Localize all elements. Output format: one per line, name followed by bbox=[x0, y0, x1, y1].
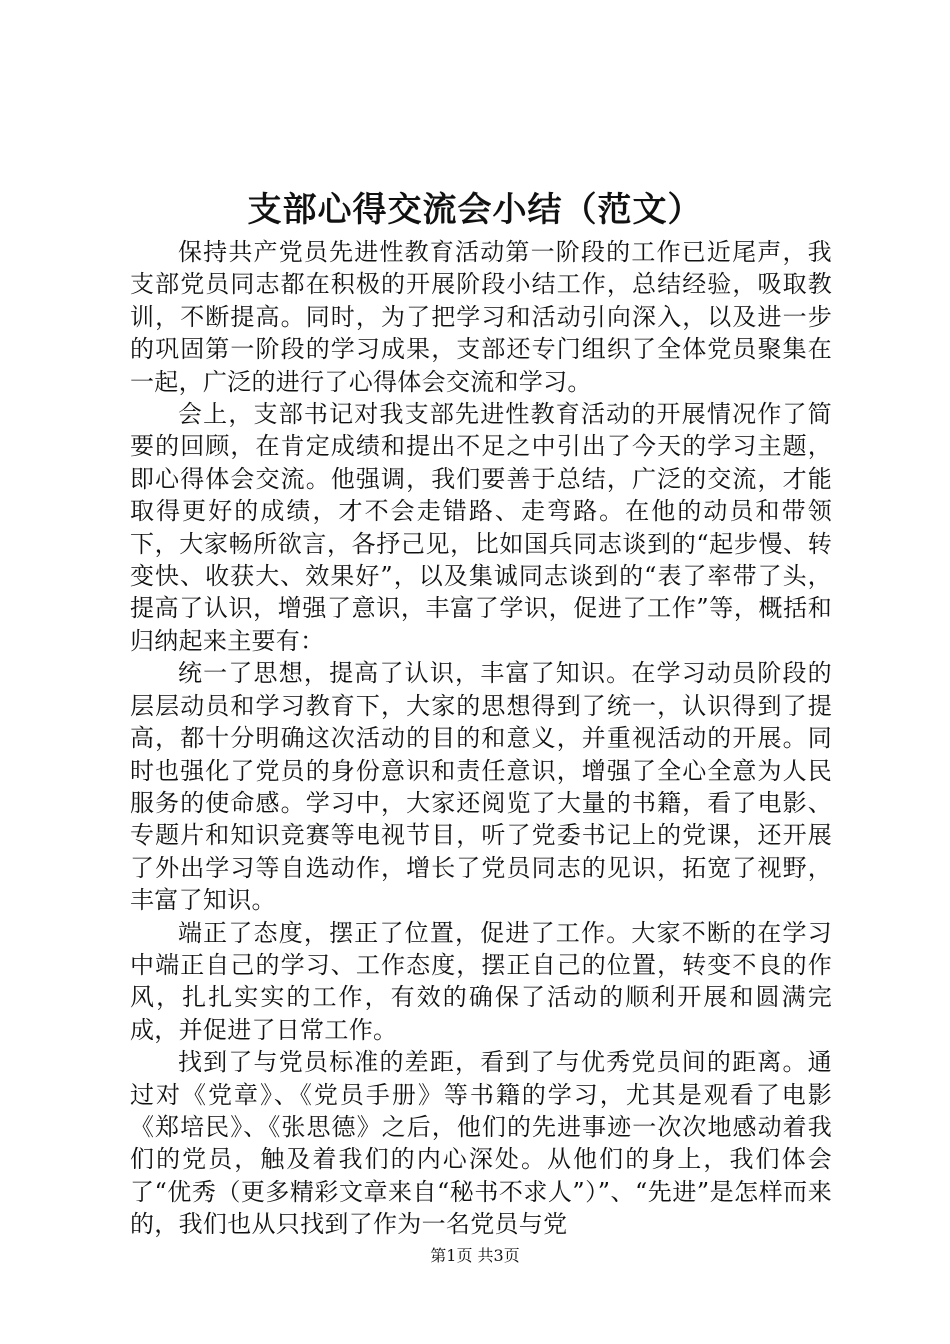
paragraph-3: 统一了思想，提高了认识，丰富了知识。在学习动员阶段的层层动员和学习教育下，大家的思想得到了统一，认识得到了提高，都十分明确这次活动的目的和意义，并重视活动的开展。同时也强化了党员的身份意识和责任意识，增强了全心全意为人民服务的使命感。学习中，大家还阅览了大量的书籍，看了电影、专题片和知识竞赛等电视节目，听了党委书记上的党课，还开展了外出学习等自选动作，增长了党员同志的见识，拓宽了视野，丰富了知识。 bbox=[130, 659, 832, 915]
page-number-footer: 第1页 共3页 bbox=[430, 1246, 520, 1265]
paragraph-4: 端正了态度，摆正了位置，促进了工作。大家不断的在学习中端正自己的学习、工作态度，摆正自己的位置，转变不良的作风，扎扎实实的工作，有效的确保了活动的顺利开展和圆满完成，并促进了日常工作。 bbox=[130, 918, 832, 1044]
paragraph-1: 保持共产党员先进性教育活动第一阶段的工作已近尾声，我支部党员同志都在积极的开展阶段小结工作，总结经验，吸取教训，不断提高。同时，为了把学习和活动引向深入，以及进一步的巩固第一阶段的学习成果，支部还专门组织了全体党员聚集在一起，广泛的进行了心得体会交流和学习。 bbox=[130, 238, 832, 396]
paragraph-2: 会上，支部书记对我支部先进性教育活动的开展情况作了简要的回顾，在肯定成绩和提出不足之中引出了今天的学习主题，即心得体会交流。他强调，我们要善于总结，广泛的交流，才能取得更好的成绩，才不会走错路、走弯路。在他的动员和带领下，大家畅所欲言，各抒己见，比如国兵同志谈到的“起步慢、转变快、收获大、效果好”，以及集诚同志谈到的“表了率带了头，提高了认识，增强了意识，丰富了学识，促进了工作”等，概括和归纳起来主要有： bbox=[130, 400, 832, 655]
document-body bbox=[130, 236, 832, 1241]
paragraph-5: 找到了与党员标准的差距，看到了与优秀党员间的距离。通过对《党章》、《党员手册》等书籍的学习，尤其是观看了电影《郑培民》、《张思德》之后，他们的先进事迹一次次地感动着我们的党员，触及着我们的内心深处。从他们的身上，我们体会了“优秀（更多精彩文章来自“秘书不求人”）”、“先进”是怎样而来的，我们也从只找到了作为一名党员与党 bbox=[130, 1048, 832, 1239]
document-title: 支部心得交流会小结（范文） bbox=[247, 190, 703, 230]
